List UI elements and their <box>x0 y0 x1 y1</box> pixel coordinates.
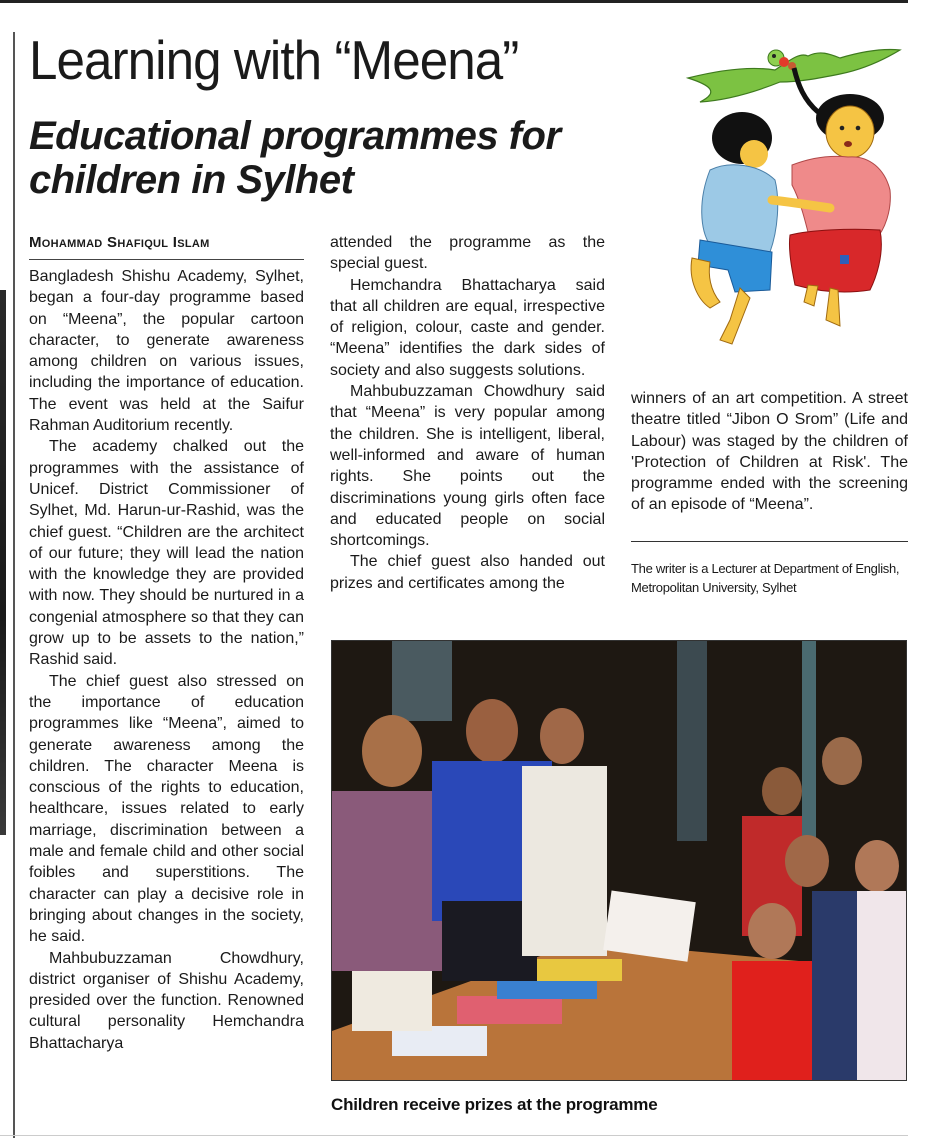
byline: Mohammad Shafiqul Islam <box>29 234 210 251</box>
byline-rule <box>29 259 304 260</box>
article-column-2 <box>330 232 605 594</box>
article-column-3 <box>631 388 908 516</box>
meena-figure <box>789 94 890 326</box>
paragraph: winners of an art competition. A street theatre titled “Jibon O Srom” (Life and Labour) was staged by the children of 'Protection of Children at Risk'. The programme ended with the screening of an episode of “Meena”. <box>631 390 908 514</box>
paragraph: The academy chalked out the programmes with the assistance of Unicef. District Commissioner of Sylhet, Md. Harun-ur-Rashid, was the chief guest. “Children are the architect of our future; they will lead the nation with the knowledge they are provided with now. They should be nurtured in a congenial atmosphere so that they can grow up to be assets to the nation,” Rashid said. <box>29 438 304 669</box>
column-divider <box>13 32 15 1138</box>
meena-cartoon-illustration <box>680 30 915 350</box>
top-rule <box>0 0 908 3</box>
paragraph: The chief guest also stressed on the importance of education programmes like “Meena”, aimed to generate awareness among the children. The character Meena is conscious of the rights to education, healthcare, issues related to early marriage, discrimination between a male and female child and other social foibles and superstitions. The character can play a decisive role in bringing about changes in the society, he said. <box>29 672 304 946</box>
article-end-rule <box>631 541 908 542</box>
prize-giving-photo <box>331 640 907 1081</box>
paragraph: Bangladesh Shishu Academy, Sylhet, began a four-day programme based on “Meena”, the popular cartoon character, to generate awareness among children on various issues, including the importance of education. The event was held at the Saifur Rahman Auditorium recently. <box>29 268 304 435</box>
photo-image <box>332 641 907 1081</box>
paragraph: The chief guest also handed out prizes and certificates among the <box>330 553 605 592</box>
photo-caption: Children receive prizes at the programme <box>331 1095 658 1114</box>
adjacent-article-photo-fragment <box>0 290 6 835</box>
article-column-1 <box>29 266 304 1054</box>
subheadline: Educational programmes for children in Sylhet <box>29 114 561 202</box>
bottom-rule <box>0 1135 908 1136</box>
paragraph: Hemchandra Bhattacharya said that all children are equal, irrespective of religion, colour, caste and gender. “Meena” identifies the dark sides of society and also suggests solutions. <box>330 276 605 379</box>
headline: Learning with “Meena” <box>29 29 519 91</box>
paragraph: Mahbubuzzaman Chowdhury, district organiser of Shishu Academy, presided over the function. Renowned cultural personality Hemchandra Bhattacharya <box>29 949 304 1052</box>
writer-note: The writer is a Lecturer at Department of English, Metropolitan University, Sylhet <box>631 561 900 595</box>
paragraph: Mahbubuzzaman Chowdhury said that “Meena” is very popular among the children. She is intelligent, liberal, well-informed and aware of human rights. She points out the discriminations young girls often face and educated people on social shortcomings. <box>330 383 605 550</box>
paragraph: attended the programme as the special guest. <box>330 234 605 273</box>
